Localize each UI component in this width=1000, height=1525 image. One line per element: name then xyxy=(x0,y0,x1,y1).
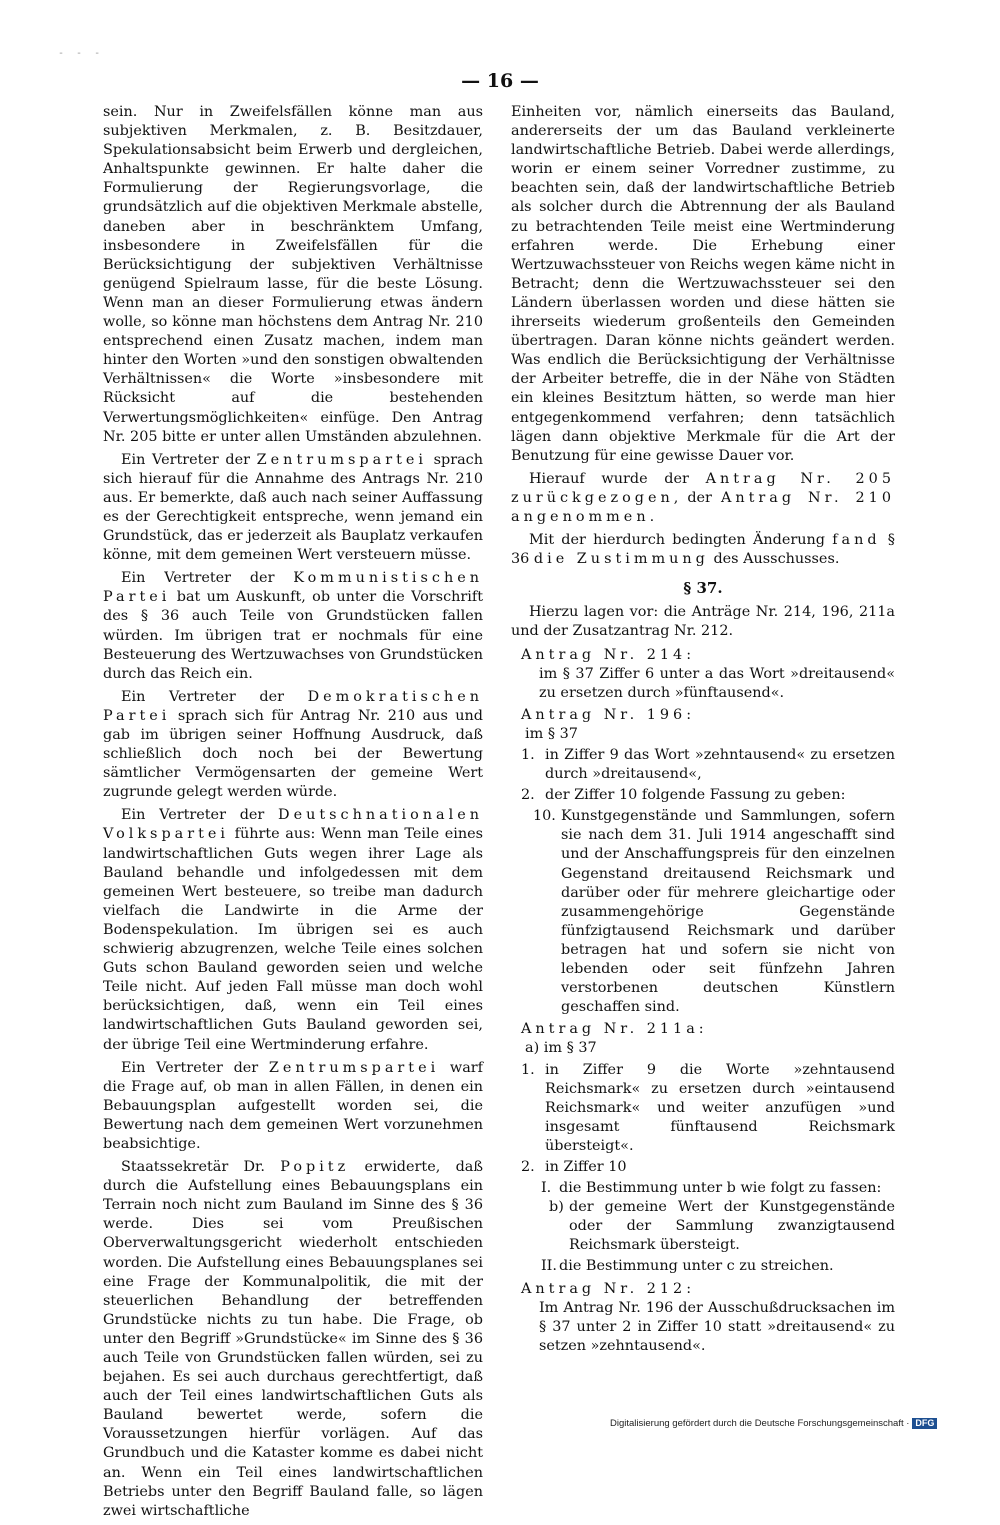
page-number: — 16 — xyxy=(461,70,539,92)
paragraph: Einheiten vor, nämlich einerseits das Bauland, andererseits der um das Bauland verkleinerte landwirtschaftliche Betrieb. Dabei werde allerdings, worin er einem seiner Vorredner zustimme, zu beachten sein, daß der landwirtschaftliche Betrieb als solcher durch die Abtrennung der als Bauland zu betrachtenden Teile meist eine Wertminderung erfahren werde. Die Erhebung einer Wertzuwachssteuer von Reichs wegen käme nicht in Betracht; denn die Wertzuwachssteuer sei den Ländern überlassen worden und diese hätten sie ihrerseits wiederum großenteils den Gemeinden übertragen. Daran könne nichts geändert werden. Was endlich die Berücksichtigung der Verhältnisse der Arbeiter betreffe, die in der Nähe von Städten ein kleines Besitztum hätten, so werde man hier entgegenkommend verfahren; denn tatsächlich lägen dann objektive Merkmale für die Art der Benutzung für eine gewisse Dauer vor. xyxy=(511,104,895,464)
left-column xyxy=(103,103,483,1525)
paragraph: Ein Vertreter der Deutschnationalen Volkspartei führte aus: Wenn man Teile eines landwirtschaftlichen Guts wegen ihrer Lage als Bauland behandle und infolgedessen mit dem gemeinen Wert besteuere, so treibe man dadurch vielfach die Landwirte in die Arme der Bodenspekulation. Im übrigen sei es auch schwierig abzugrenzen, welche Teile eines solchen Guts schon Bauland geworden seien und welche Teile nicht. Auf jeden Fall müsse man doch wohl berücksichtigen, daß, wenn ein Teil eines landwirtschaftlichen Guts Bauland geworden sei, der übrige Teil eine Wertminderung erfahre. xyxy=(103,807,483,1053)
motion-label: Antrag Nr. 196: xyxy=(521,706,696,723)
motion-lead: im § 37 xyxy=(525,725,578,742)
footer-credit xyxy=(610,1418,937,1429)
motion-label: Antrag Nr. 214: xyxy=(521,646,696,663)
sub-list-item: b) der gemeine Wert der Kunstgegenstände oder der Sammlung zwanzigtausend Reichsmark übersteigt. xyxy=(549,1199,895,1254)
paragraph: Hierauf wurde der Antrag Nr. 205 zurückgezogen, der Antrag Nr. 210 angenommen. xyxy=(511,470,895,525)
paragraph: Mit der hierdurch bedingten Änderung fand § 36 die Zustimmung des Ausschusses. xyxy=(511,532,895,568)
paragraph: Ein Vertreter der Zentrumspartei warf die Frage auf, ob man in allen Fällen, in denen ein Bebauungsplan aufgestellt worden sei, die Bewertung nach dem gemeinen Wert vorzunehmen beabsichtige. xyxy=(103,1059,483,1152)
paragraph: Staatssekretär Dr. Popitz erwiderte, daß durch die Aufstellung eines Bebauungsplans ein Terrain noch nicht zum Bauland im Sinne des § 36 werde. Dies sei vom Preußischen Oberverwaltungsgericht wiederholt entschieden worden. Die Aufstellung eines Bebauungsplanes sei eine Frage der Kommunalpolitik, die mit der steuerlichen Behandlung der betreffenden Grundstücke nichts zu tun habe. Die Frage, ob unter den Begriff »Grundstücke« im Sinne des § 36 auch Teile von Grundstücken fallen würden, sei zu bejahen. Es sei auch durchaus gerechtfertigt, daß auch der Teil eines landwirtschaftlichen Guts als Bauland bewertet werde, sofern die Voraussetzungen hierfür vorlägen. Auf das Grundbuch und die Kataster komme es dabei nicht an. Wenn ein Teil eines landwirtschaftlichen Betriebs unter den Begriff Bauland falle, so lägen zwei wirtschaftliche xyxy=(103,1159,483,1519)
list-item: 1. in Ziffer 9 das Wort »zehntausend« zu ersetzen durch »dreitausend«, xyxy=(521,747,895,783)
right-column xyxy=(511,103,895,1356)
roman-item: II. die Bestimmung unter c zu streichen. xyxy=(541,1258,834,1275)
motion-text: im § 37 Ziffer 6 unter a das Wort »dreitausend« zu ersetzen durch »fünftausend«. xyxy=(539,665,895,701)
section-heading: § 37. xyxy=(683,579,723,598)
sub-list-item: 10. Kunstgegenstände und Sammlungen, sofern sie nach dem 31. Juli 1914 angeschafft sind und der Anschaffungspreis für den einzelnen Gegenstand dreitausend Reichsmark und darüber oder für mehrere gleichartige oder zusammengehörige Gegenstände fünfzigtausend Reichsmark und darüber betragen hat und sofern sie nicht von lebenden oder seit fünfzehn Jahren verstorbenen deutschen Künstlern geschaffen sind. xyxy=(533,808,895,1016)
paragraph: Ein Vertreter der Demokratischen Partei sprach sich für Antrag Nr. 210 aus und gab im übrigen seiner Hoffnung Ausdruck, daß schließlich doch noch bei der Bewertung sämtlicher Vermögensarten der gemeine Wert zugrunde gelegt werden würde. xyxy=(103,688,483,801)
motion-lead: a) im § 37 xyxy=(525,1040,597,1057)
corner-marks: - - - xyxy=(58,48,104,59)
paragraph: sein. Nur in Zweifelsfällen könne man aus subjektiven Merkmalen, z. B. Besitzdauer, Spekulationsabsicht beim Erwerb und dergleichen, Anhaltspunkte gewinnen. Er halte daher die Formulierung der Regierungsvorlage, die grundsätzlich auf die objektiven Merkmale abstelle, daneben aber in beschränktem Umfang, insbesondere in Zweifelsfällen für die Berücksichtigung der subjektiven Verhältnisse genügend Spielraum lasse, für die beste Lösung. Wenn man an dieser Formulierung etwas ändern wolle, so könne man höchstens dem Antrag Nr. 210 entsprechend einen Zusatz machen, indem man hinter den Worten »und den sonstigen obwaltenden Verhältnissen« die Worte »insbesondere mit Rücksicht auf die bestehenden Verwertungsmöglichkeiten« einfüge. Den Antrag Nr. 205 bitte er unter allen Umständen abzulehnen. xyxy=(103,104,483,445)
paragraph: Hierzu lagen vor: die Anträge Nr. 214, 196, 211a und der Zusatzantrag Nr. 212. xyxy=(511,604,895,640)
paragraph: Ein Vertreter der Kommunistischen Partei bat um Auskunft, ob unter die Vorschrift des § 36 auch Teile von Grundstücken fallen würden. Im übrigen trat er nochmals für eine Besteuerung des Wertzuwachses von Grundstücken durch das Reich ein. xyxy=(103,570,483,682)
dfg-logo: DFG xyxy=(912,1418,937,1429)
footer-text: Digitalisierung gefördert durch die Deutsche Forschungsgemeinschaft · xyxy=(610,1418,910,1430)
motion-label: Antrag Nr. 211a: xyxy=(521,1021,708,1038)
list-item: 2. der Ziffer 10 folgende Fassung zu geben: xyxy=(521,787,846,804)
list-item: 2. in Ziffer 10 xyxy=(521,1158,627,1175)
paragraph: Ein Vertreter der Zentrumspartei sprach sich hierauf für die Annahme des Antrags Nr. 210 aus. Er bemerkte, daß auch nach seiner Auffassung es der Gerechtigkeit entspreche, wenn jemand ein Grundstück, das er jederzeit als Bauplatz verkaufen könne, mit dem gemeinen Wert versteuern müsse. xyxy=(103,451,484,564)
motion-text: Im Antrag Nr. 196 der Ausschußdrucksachen im § 37 unter 2 in Ziffer 10 statt »dreitausend« zu setzen »zehntausend«. xyxy=(539,1299,895,1354)
roman-item: I. die Bestimmung unter b wie folgt zu fassen: xyxy=(541,1180,882,1197)
list-item: 1. in Ziffer 9 die Worte »zehntausend Reichsmark« zu ersetzen durch »eintausend Reichsmark« und weiter anzufügen »und insgesamt fünftausend Reichsmark übersteigt«. xyxy=(521,1061,895,1154)
motion-label: Antrag Nr. 212: xyxy=(521,1280,696,1297)
